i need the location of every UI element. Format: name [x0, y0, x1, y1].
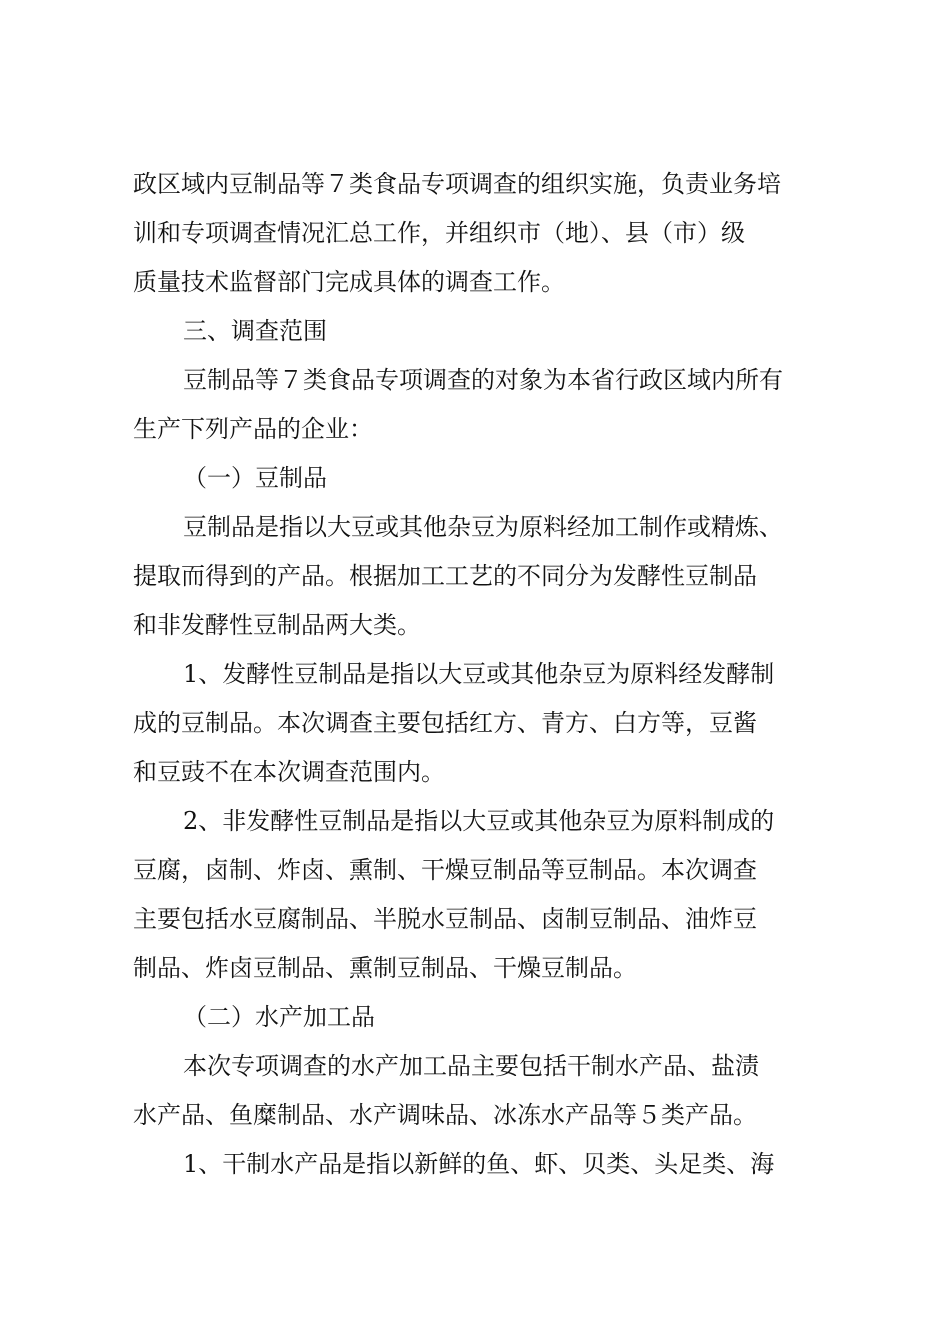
- text-line: 政区域内豆制品等７类食品专项调查的组织实施，负责业务培: [133, 170, 781, 198]
- text-line: 豆腐，卤制、炸卤、熏制、干燥豆制品等豆制品。本次调查: [133, 856, 757, 884]
- text-line: 主要包括水豆腐制品、半脱水豆制品、卤制豆制品、油炸豆: [133, 905, 757, 933]
- text-line: 提取而得到的产品。根据加工工艺的不同分为发酵性豆制品: [133, 562, 757, 590]
- text-line: （二）水产加工品: [183, 1003, 375, 1031]
- text-line: 质量技术监督部门完成具体的调查工作。: [133, 268, 565, 296]
- document-body: [133, 160, 823, 1189]
- text-line: 1、干制水产品是指以新鲜的鱼、虾、贝类、头足类、海: [183, 1150, 775, 1178]
- text-line: 和非发酵性豆制品两大类。: [133, 611, 421, 639]
- text-line: 和豆豉不在本次调查范围内。: [133, 758, 445, 786]
- text-line: 2、非发酵性豆制品是指以大豆或其他杂豆为原料制成的: [183, 807, 775, 835]
- text-line: 水产品、鱼糜制品、水产调味品、冰冻水产品等５类产品。: [133, 1101, 757, 1129]
- text-line: 训和专项调查情况汇总工作，并组织市（地）、县（市）级: [133, 219, 745, 247]
- text-line: 制品、炸卤豆制品、熏制豆制品、干燥豆制品。: [133, 954, 637, 982]
- text-line: 三、调查范围: [183, 317, 327, 345]
- text-line: 生产下列产品的企业：: [133, 415, 373, 443]
- text-line: 成的豆制品。本次调查主要包括红方、青方、白方等，豆酱: [133, 709, 757, 737]
- text-line: （一）豆制品: [183, 464, 327, 492]
- text-line: 豆制品是指以大豆或其他杂豆为原料经加工制作或精炼、: [183, 513, 783, 541]
- text-line: 本次专项调查的水产加工品主要包括干制水产品、盐渍: [183, 1052, 759, 1080]
- text-line: 豆制品等７类食品专项调查的对象为本省行政区域内所有: [183, 366, 783, 394]
- text-line: 1、发酵性豆制品是指以大豆或其他杂豆为原料经发酵制: [183, 660, 775, 688]
